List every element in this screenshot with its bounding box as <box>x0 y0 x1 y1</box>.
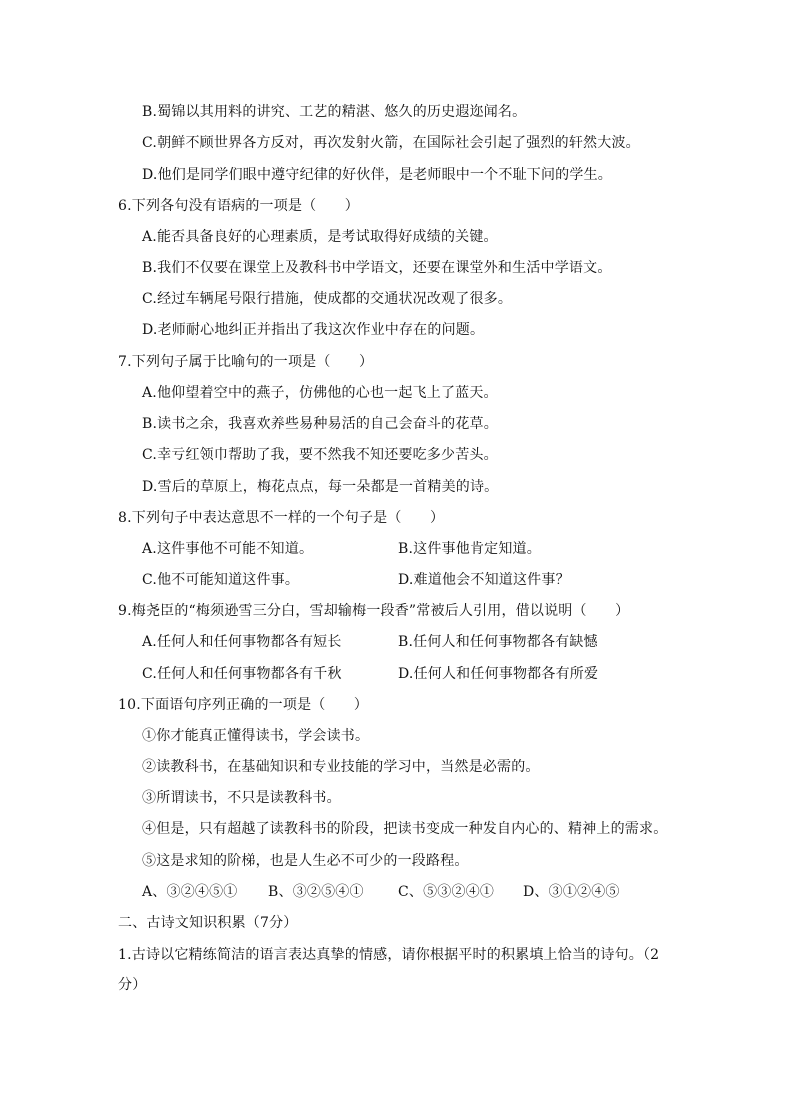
q10-sentence-1: ①你才能真正懂得读书，学会读书。 <box>142 728 370 744</box>
q10-option-b: B、③②⑤④① <box>268 884 364 900</box>
q8-option-d: D.难道他会不知道这件事？ <box>398 572 570 588</box>
q10-stem: 10.下面语句序列正确的一项是（ ） <box>118 697 369 713</box>
q7-option-c: C.幸亏红领巾帮助了我，要不然我不知还要吃多少苦头。 <box>142 447 498 463</box>
q10-sentence-2: ②读教科书，在基础知识和专业技能的学习中，当然是必需的。 <box>142 759 540 775</box>
q6-option-b: B.我们不仅要在课堂上及教科书中学语文，还要在课堂外和生活中学语文。 <box>142 260 612 276</box>
q10-option-d: D、③①②④⑤ <box>523 884 620 900</box>
q9-option-d: D.任何人和任何事物都各有所爱 <box>398 666 599 682</box>
section-2-q1-line-1: 1.古诗以它精练简洁的语言表达真挚的情感，请你根据平时的积累填上恰当的诗句。（2 <box>118 947 660 963</box>
q10-sentence-5: ⑤这是求知的阶梯，也是人生必不可少的一段路程。 <box>142 853 469 869</box>
section-2-q1-line-2: 分） <box>118 977 147 993</box>
q10-sentence-3: ③所谓读书，不只是读教科书。 <box>142 790 341 806</box>
q10-option-c: C、⑤③②④① <box>398 884 495 900</box>
q8-option-a: A.这件事他不可能不知道。 <box>142 541 314 557</box>
q7-option-a: A.他仰望着空中的燕子，仿佛他的心也一起飞上了蓝天。 <box>142 385 498 401</box>
q7-stem: 7.下列句子属于比喻句的一项是（ ） <box>118 354 374 370</box>
q5-option-d: D.他们是同学们眼中遵守纪律的好伙伴，是老师眼中一个不耻下问的学生。 <box>142 167 612 183</box>
q5-option-b: B.蜀锦以其用料的讲究、工艺的精湛、悠久的历史遐迩闻名。 <box>142 104 527 120</box>
q7-option-b: B.读书之余，我喜欢养些易种易活的自己会奋斗的花草。 <box>142 416 498 432</box>
q9-option-b: B.任何人和任何事物都各有缺憾 <box>398 634 598 650</box>
q8-stem: 8.下列句子中表达意思不一样的一个句子是（ ） <box>118 510 445 526</box>
q5-option-c: C.朝鲜不顾世界各方反对，再次发射火箭，在国际社会引起了强烈的轩然大波。 <box>142 135 640 151</box>
q10-option-a: A、③②④⑤① <box>142 884 238 900</box>
q8-option-c: C.他不可能知道这件事。 <box>142 572 300 588</box>
q9-option-a: A.任何人和任何事物都各有短长 <box>142 634 342 650</box>
q6-option-a: A.能否具备良好的心理素质，是考试取得好成绩的关键。 <box>142 229 498 245</box>
q8-option-b: B.这件事他肯定知道。 <box>398 541 541 557</box>
q9-stem: 9.梅尧臣的“梅须逊雪三分白，雪却输梅一段香”常被后人引用，借以说明（ ） <box>118 603 630 619</box>
q6-stem: 6.下列各句没有语病的一项是（ ） <box>118 198 359 214</box>
q7-option-d: D.雪后的草原上，梅花点点，每一朵都是一首精美的诗。 <box>142 479 499 495</box>
q6-option-c: C.经过车辆尾号限行措施，使成都的交通状况改观了很多。 <box>142 291 513 307</box>
q9-option-c: C.任何人和任何事物都各有千秋 <box>142 666 342 682</box>
q6-option-d: D.老师耐心地纠正并指出了我这次作业中存在的问题。 <box>142 322 485 338</box>
section-2-title: 二、古诗文知识积累（7分） <box>118 915 298 931</box>
q10-sentence-4: ④但是，只有超越了读教科书的阶段，把读书变成一种发自内心的、精神上的需求。 <box>142 821 668 837</box>
